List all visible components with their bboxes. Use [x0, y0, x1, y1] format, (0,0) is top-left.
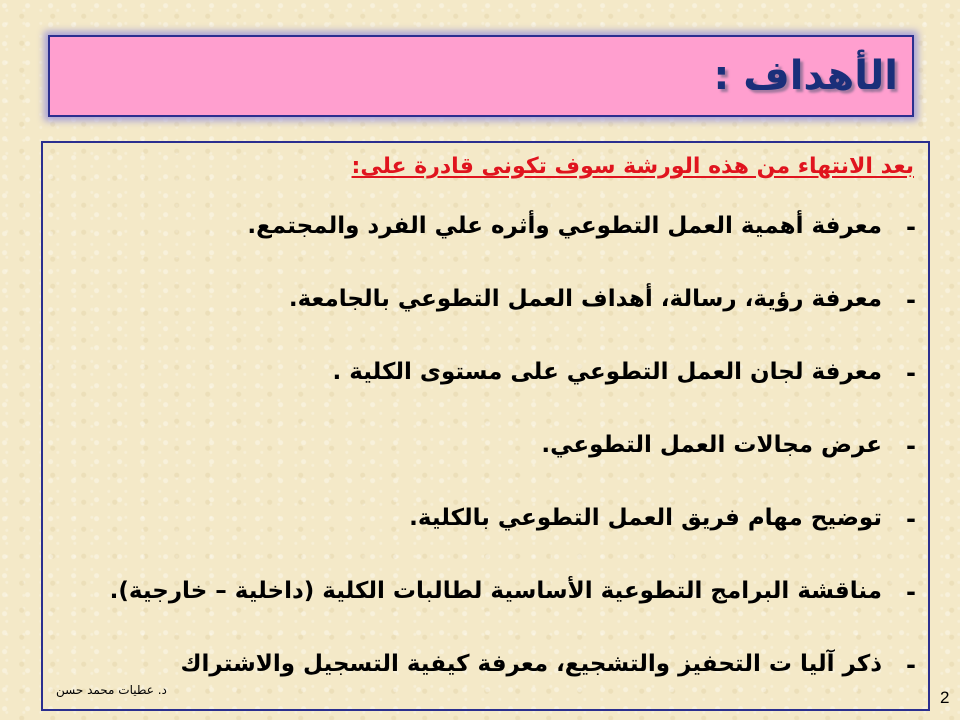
bullet-text: مناقشة البرامج التطوعية الأساسية لطالبات الكلية (داخلية – خارجية). — [109, 578, 882, 604]
bullet-text: عرض مجالات العمل التطوعي. — [541, 432, 882, 458]
bullet-dash: - — [906, 651, 916, 679]
bullet-dash: - — [906, 505, 916, 533]
bullet-text: توضيح مهام فريق العمل التطوعي بالكلية. — [409, 505, 882, 531]
bullet-text: معرفة لجان العمل التطوعي على مستوى الكلية . — [332, 359, 882, 385]
list-item — [56, 432, 916, 505]
title-banner — [48, 35, 914, 117]
author-footer: د. عطيات محمد حسن — [56, 683, 167, 697]
bullet-dash: - — [906, 359, 916, 387]
bullet-dash: - — [906, 286, 916, 314]
bullet-text: ذكر آليا ت التحفيز والتشجيع، معرفة كيفية التسجيل والاشتراك — [180, 651, 882, 677]
list-item — [56, 505, 916, 578]
objectives-list — [56, 213, 916, 711]
bullet-dash: - — [906, 213, 916, 241]
slide-title: الأهداف : — [713, 53, 898, 99]
content-frame — [41, 141, 930, 711]
list-item — [56, 359, 916, 432]
bullet-text: معرفة أهمية العمل التطوعي وأثره علي الفرد والمجتمع. — [247, 213, 882, 239]
list-item — [56, 286, 916, 359]
list-item — [56, 578, 916, 651]
bullet-dash: - — [906, 578, 916, 606]
page-number: 2 — [940, 688, 950, 707]
list-item — [56, 213, 916, 286]
list-item — [56, 651, 916, 711]
intro-heading: بعد الانتهاء من هذه الورشة سوف تكونى قادرة على: — [351, 154, 914, 179]
bullet-text: معرفة رؤية، رسالة، أهداف العمل التطوعي بالجامعة. — [288, 286, 882, 312]
bullet-dash: - — [906, 432, 916, 460]
